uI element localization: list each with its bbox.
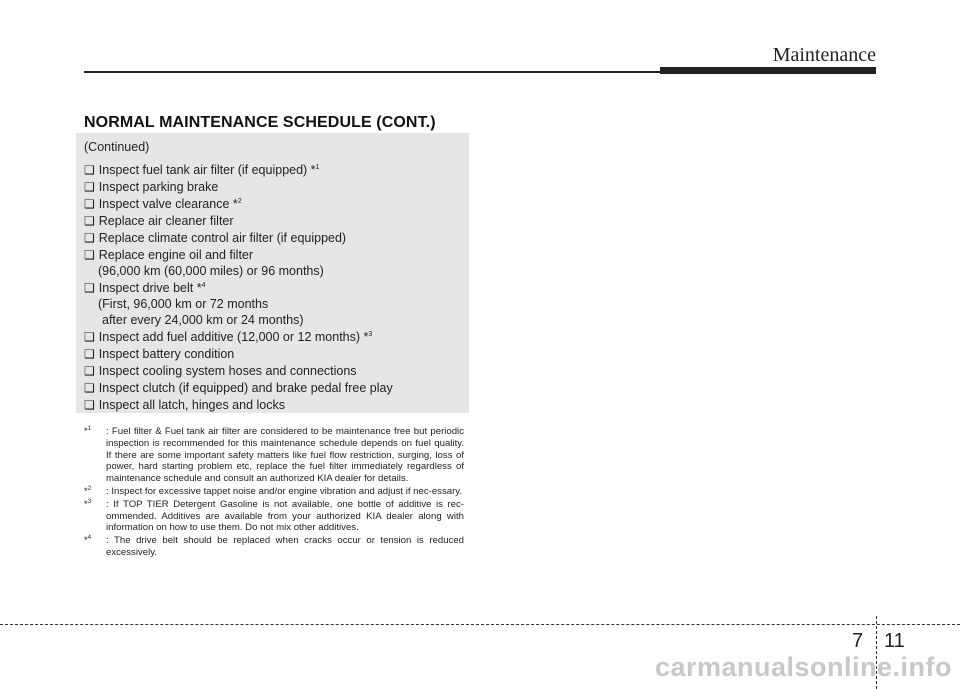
footnote-number: 3 xyxy=(87,498,92,505)
footnote-text: : If TOP TIER Detergent Gasoline is not available, one bottle of additive is rec-ommended. Additives are available from your authorized KIA dealer along with information on how to use them. Do not mix other additives. xyxy=(106,498,464,534)
checklist-item xyxy=(84,329,461,345)
footnote-text: : Inspect for excessive tappet noise and/or engine vibration and adjust if nec-essary. xyxy=(106,485,463,497)
footnote-text: : The drive belt should be replaced when cracks occur or tension is reduced excessively. xyxy=(106,535,464,558)
checklist-item xyxy=(84,346,461,362)
checkbox-icon: ❑ xyxy=(84,347,95,361)
checklist-item-detail: (First, 96,000 km or 72 months xyxy=(98,297,269,311)
checklist-item-label: Replace engine oil and filter xyxy=(98,248,254,262)
footnote-ref: 1 xyxy=(315,163,320,171)
footnote-asterisk: * xyxy=(84,485,88,497)
maintenance-schedule-box xyxy=(76,133,469,413)
checklist-item xyxy=(84,280,461,328)
footnote-number: 2 xyxy=(87,485,92,492)
footnote-ref: 3 xyxy=(368,330,373,338)
checklist-item-label: Inspect drive belt * xyxy=(98,281,202,295)
footnote xyxy=(84,426,464,485)
checklist-item-label: Replace climate control air filter (if equipped) xyxy=(98,231,347,245)
footnote-marker xyxy=(84,499,106,534)
checklist-item-detail: (96,000 km (60,000 miles) or 96 months) xyxy=(98,264,324,278)
header-rule xyxy=(84,71,660,73)
footnote-asterisk: * xyxy=(84,535,88,547)
checklist-item xyxy=(84,213,461,229)
continued-label: (Continued) xyxy=(84,140,150,154)
footnote-asterisk: * xyxy=(84,426,88,437)
page-number: 11 xyxy=(884,630,905,652)
checklist-item-label: Inspect add fuel additive (12,000 or 12 months) * xyxy=(98,330,369,344)
checkbox-icon: ❑ xyxy=(84,214,95,228)
checkbox-icon: ❑ xyxy=(84,364,95,378)
checklist-item xyxy=(84,230,461,246)
footnote xyxy=(84,486,464,498)
checklist-item-detail: after every 24,000 km or 24 months) xyxy=(102,313,304,327)
checkbox-icon: ❑ xyxy=(84,381,95,395)
checkbox-icon: ❑ xyxy=(84,248,95,262)
checklist-item-label: Inspect parking brake xyxy=(98,180,219,194)
checklist-item-label: Replace air cleaner filter xyxy=(98,214,234,228)
checklist-item-label: Inspect battery condition xyxy=(98,347,235,361)
footnote-number: 1 xyxy=(87,425,92,432)
checklist-item xyxy=(84,397,461,413)
checklist-item-label: Inspect clutch (if equipped) and brake pedal free play xyxy=(98,381,393,395)
checkbox-icon: ❑ xyxy=(84,231,95,245)
checkbox-icon: ❑ xyxy=(84,281,95,295)
footnote-ref: 2 xyxy=(237,197,242,205)
checkbox-icon: ❑ xyxy=(84,197,95,211)
footnote-number: 4 xyxy=(87,534,92,541)
checklist-item-label: Inspect all latch, hinges and locks xyxy=(98,398,285,412)
checklist-item xyxy=(84,247,461,279)
checklist-item xyxy=(84,380,461,396)
page-heading: NORMAL MAINTENANCE SCHEDULE (CONT.) xyxy=(84,114,436,131)
checklist-item xyxy=(84,179,461,195)
schedule-list xyxy=(84,162,461,413)
section-title: Maintenance xyxy=(772,44,876,66)
footnote xyxy=(84,535,464,559)
chapter-number: 7 xyxy=(852,630,864,652)
watermark-link[interactable]: carmanualsonline.info xyxy=(654,652,952,682)
footnote-ref: 4 xyxy=(201,281,206,289)
footnote-asterisk: * xyxy=(84,498,88,510)
footnote-marker xyxy=(84,486,106,498)
footer-rule xyxy=(0,624,960,625)
footnote-marker xyxy=(84,426,106,485)
checklist-item-label: Inspect valve clearance * xyxy=(98,197,238,211)
footnotes xyxy=(84,426,464,560)
checklist-item xyxy=(84,363,461,379)
checklist-item-label: Inspect cooling system hoses and connections xyxy=(98,364,357,378)
footnote-marker xyxy=(84,535,106,559)
checkbox-icon: ❑ xyxy=(84,330,95,344)
checklist-item xyxy=(84,196,461,212)
footnote-text: : Fuel filter & Fuel tank air filter are considered to be maintenance free but periodic inspection is recommended for this maintenance schedule depends on fuel quality. If there are some important safety matters like fuel flow restriction, surging, loss of power, hard starting problem etc, replace the fuel filter immediately regardless of maintenance schedule and consult an authorized KIA dealer for details. xyxy=(106,426,464,485)
checkbox-icon: ❑ xyxy=(84,398,95,412)
checkbox-icon: ❑ xyxy=(84,163,95,177)
header-rule-accent xyxy=(660,67,876,74)
footnote xyxy=(84,499,464,534)
checklist-item-label: Inspect fuel tank air filter (if equipped) * xyxy=(98,163,316,177)
checkbox-icon: ❑ xyxy=(84,180,95,194)
checklist-item xyxy=(84,162,461,178)
